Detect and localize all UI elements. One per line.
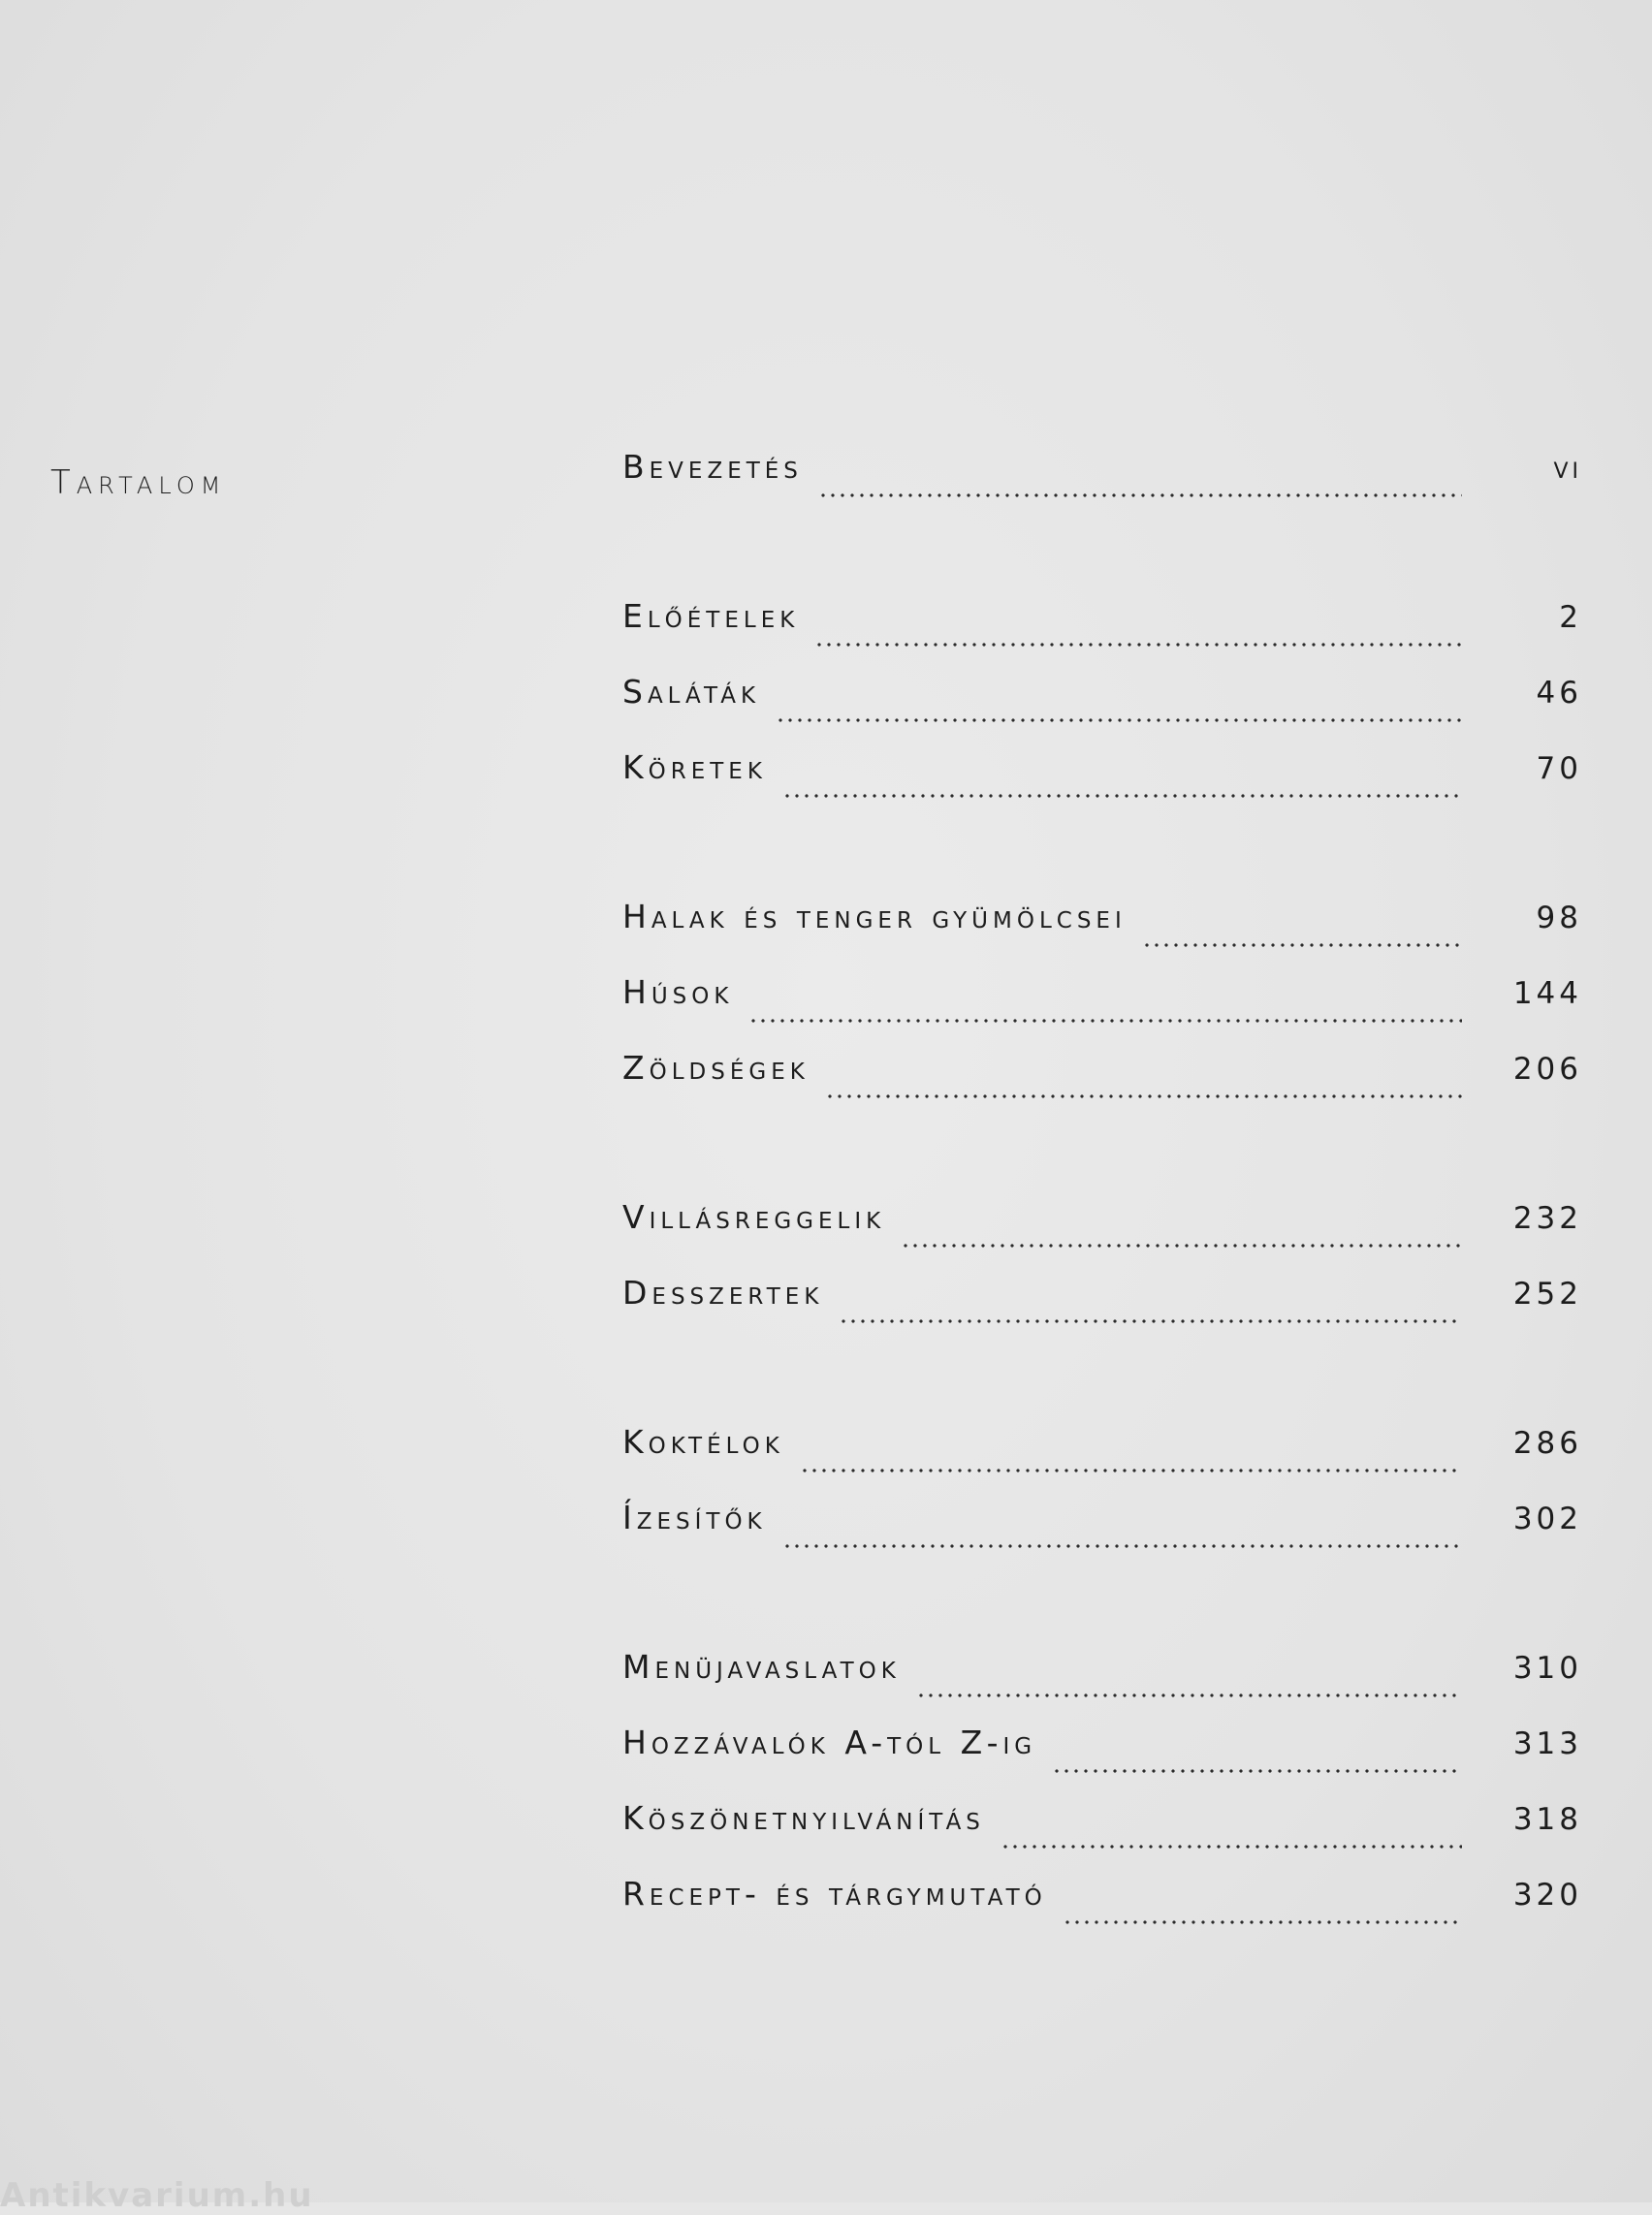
dot-leader: [776, 718, 1462, 722]
toc-entry-title: Bevezetés: [622, 448, 803, 486]
toc-entry: [622, 1799, 1582, 1875]
toc-entry: [622, 1198, 1582, 1274]
toc-entry-page: vi: [1553, 451, 1582, 486]
contents-heading: Tartalom: [50, 463, 227, 502]
watermark-text: Antikvarium.hu: [0, 2176, 314, 2215]
toc-group: [622, 1648, 1582, 1950]
toc-entry-title: Zöldségek: [622, 1049, 810, 1087]
toc-entry-title: Előételek: [622, 597, 800, 635]
toc-entry: [622, 973, 1582, 1049]
dot-leader: [1001, 1845, 1462, 1849]
toc-entry: [622, 1423, 1582, 1499]
toc-entry-page: 313: [1512, 1726, 1582, 1761]
toc-entry-title: Koktélok: [622, 1423, 784, 1461]
toc-entry: [622, 1724, 1582, 1799]
dot-leader: [814, 643, 1462, 647]
dot-leader: [825, 1094, 1462, 1098]
toc-entry: [622, 898, 1582, 973]
dot-leader: [782, 794, 1462, 798]
toc-entry-title: Ízesítők: [622, 1499, 767, 1536]
dot-leader: [748, 1019, 1462, 1023]
dot-leader: [1052, 1769, 1462, 1773]
toc-entry-page: 302: [1512, 1502, 1582, 1536]
dot-leader: [901, 1244, 1462, 1248]
toc-entry-title: Halak és tenger gyümölcsei: [622, 898, 1127, 935]
toc-entry-page: 70: [1536, 751, 1582, 786]
toc-entry-page: 206: [1512, 1052, 1582, 1087]
toc-entry: [622, 1049, 1582, 1124]
toc-group: [622, 448, 1582, 523]
toc-entry-page: 46: [1536, 676, 1582, 711]
dot-leader: [1063, 1920, 1462, 1924]
toc-group: [622, 1198, 1582, 1349]
dot-leader: [839, 1319, 1462, 1323]
toc-entry-page: 320: [1512, 1878, 1582, 1913]
toc-entry: [622, 597, 1582, 673]
toc-entry-page: 2: [1559, 600, 1582, 635]
toc-entry: [622, 673, 1582, 748]
toc-entry-title: Desszertek: [622, 1274, 824, 1312]
dot-leader: [818, 493, 1462, 497]
toc-entry-page: 310: [1512, 1651, 1582, 1686]
dot-leader: [1142, 943, 1462, 947]
toc-group: [622, 597, 1582, 824]
toc-entry-page: 252: [1512, 1277, 1582, 1312]
toc-entry: [622, 1648, 1582, 1724]
toc-group: [622, 898, 1582, 1124]
toc-entry-title: Köszönetnyilvánítás: [622, 1799, 985, 1837]
toc-group: [622, 1423, 1582, 1574]
toc-entry: [622, 448, 1582, 523]
toc-entry-page: 232: [1512, 1201, 1582, 1236]
toc-entry-title: Menüjavaslatok: [622, 1648, 901, 1686]
toc-entry: [622, 1274, 1582, 1349]
dot-leader: [782, 1544, 1462, 1548]
toc-entry-page: 286: [1512, 1426, 1582, 1461]
toc-entry: [622, 1499, 1582, 1574]
toc-entry-title: Villásreggelik: [622, 1198, 886, 1236]
dot-leader: [916, 1693, 1462, 1697]
dot-leader: [800, 1469, 1462, 1472]
toc-entry-page: 318: [1512, 1802, 1582, 1837]
toc-entry: [622, 1875, 1582, 1950]
toc-entry: [622, 748, 1582, 824]
toc-entry-title: Köretek: [622, 748, 767, 786]
table-of-contents: [622, 448, 1582, 2024]
toc-entry-page: 144: [1512, 976, 1582, 1011]
toc-entry-title: Recept- és tárgymutató: [622, 1875, 1047, 1913]
toc-entry-page: 98: [1536, 901, 1582, 935]
toc-entry-title: Húsok: [622, 973, 734, 1011]
toc-entry-title: Hozzávalók A-tól Z-ig: [622, 1724, 1037, 1761]
toc-entry-title: Saláták: [622, 673, 761, 711]
